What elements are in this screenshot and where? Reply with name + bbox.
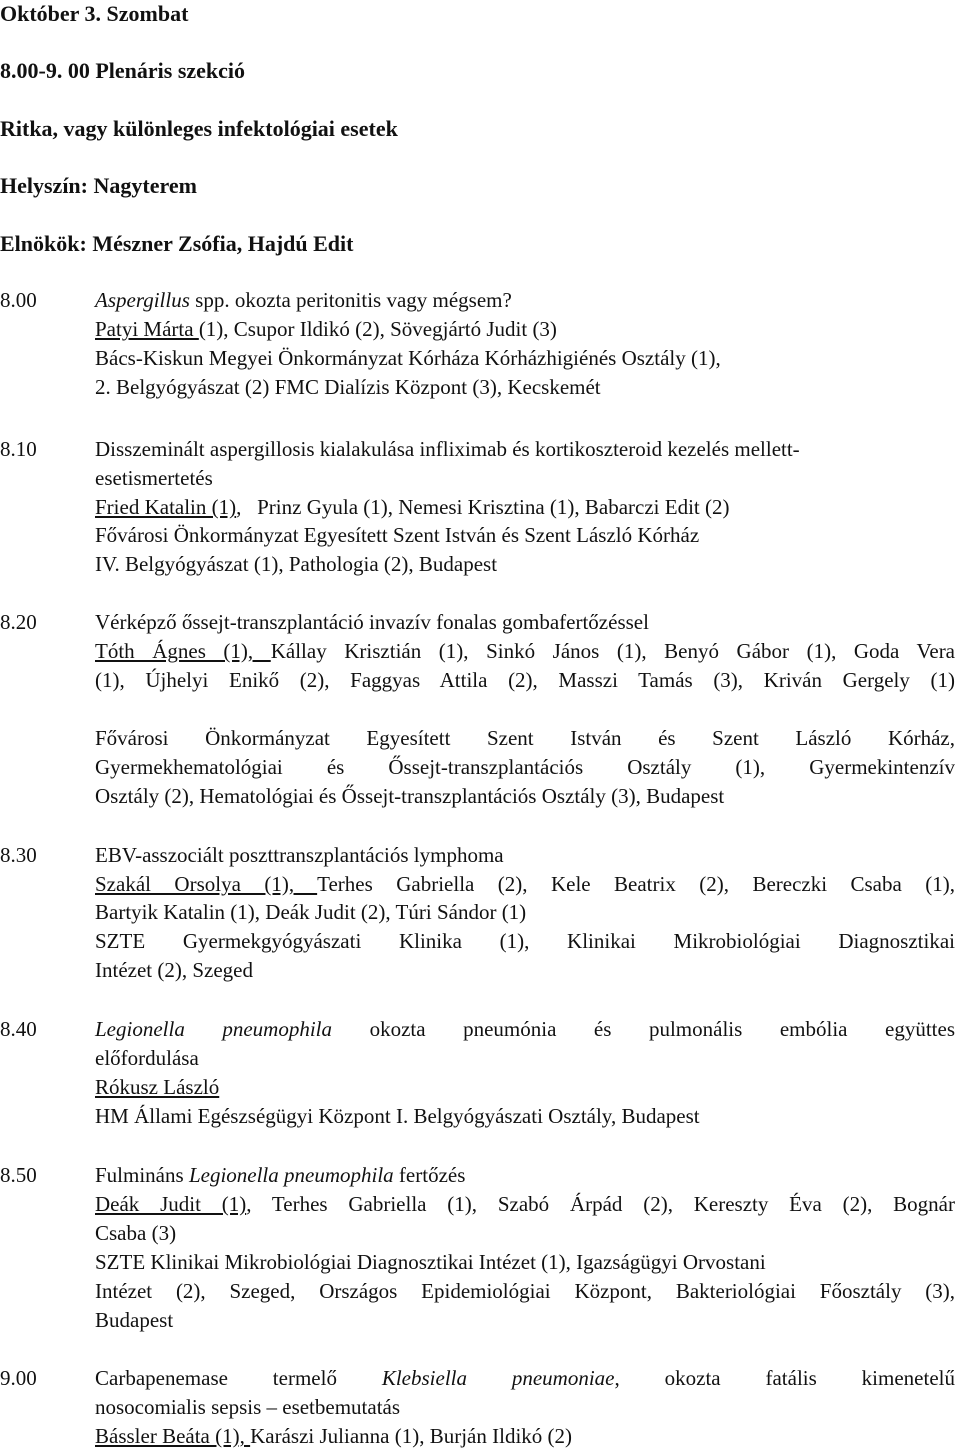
talk-authors: [95, 870, 955, 899]
talk-title: [95, 1161, 955, 1190]
presenter-name: Szakál Orsolya (1),: [95, 872, 318, 896]
presenter-name: Tóth Ágnes (1),: [95, 639, 271, 663]
title-italic: Klebsiella pneumoniae: [381, 1366, 615, 1390]
talk-title: [95, 1015, 955, 1044]
title-pre: Fulmináns: [95, 1163, 189, 1187]
talk-time: 8.30: [0, 843, 37, 867]
talk-affiliation: Budapest: [95, 1308, 174, 1332]
talk-affiliation: 2. Belgyógyászat (2) FMC Dialízis Központ (3), Kecskemét: [95, 375, 601, 399]
talk-authors: [95, 315, 955, 344]
title-rest: , okozta fatális kimenetelű: [614, 1366, 955, 1390]
talk-authors: [95, 637, 955, 666]
day-heading: Október 3. Szombat: [0, 1, 189, 26]
title-pre: Carbapenemase termelő: [95, 1366, 382, 1390]
talk-authors: (1), Újhelyi Enikő (2), Faggyas Attila (2), Masszi Tamás (3), Kriván Gergely (1): [95, 668, 955, 692]
talk-time: 8.20: [0, 610, 37, 634]
title-rest: okozta pneumónia és pulmonális embólia együttes: [332, 1017, 955, 1041]
talk-time: 8.00: [0, 288, 37, 312]
talk-authors: Bartyik Katalin (1), Deák Judit (2), Túri Sándor (1): [95, 900, 527, 924]
talk-title: [95, 286, 955, 315]
coauthors: , Terhes Gabriella (1), Szabó Árpád (2), Kereszty Éva (2), Bognár: [246, 1192, 955, 1216]
talk-title: [95, 1364, 955, 1393]
session-title: Ritka, vagy különleges infektológiai esetek: [0, 116, 398, 141]
talk-authors: Csaba (3): [95, 1221, 177, 1245]
talk-title: előfordulása: [95, 1046, 199, 1070]
talk-affiliation: SZTE Klinikai Mikrobiológiai Diagnosztikai Intézet (1), Igazságügyi Orvostani: [95, 1250, 766, 1274]
presenter-name: Patyi Márta: [95, 317, 199, 341]
coauthors: Terhes Gabriella (2), Kele Beatrix (2), Bereczki Csaba (1),: [317, 872, 955, 896]
coauthors: , Prinz Gyula (1), Nemesi Krisztina (1), Babarczi Edit (2): [236, 495, 730, 519]
talk-authors: [95, 1190, 955, 1219]
title-rest: spp. okozta peritonitis vagy mégsem?: [189, 288, 512, 312]
presenter-name: Fried Katalin (1): [95, 495, 237, 519]
coauthors: (1), Csupor Ildikó (2), Sövegjártó Judit (3): [198, 317, 557, 341]
coauthors: Kállay Krisztián (1), Sinkó János (1), Benyó Gábor (1), Goda Vera: [270, 639, 956, 663]
talk-affiliation: Osztály (2), Hematológiai és Őssejt-transzplantációs Osztály (3), Budapest: [95, 784, 725, 808]
talk-affiliation: IV. Belgyógyászat (1), Pathologia (2), Budapest: [95, 552, 498, 576]
talk-affiliation: Gyermekhematológiai és Őssejt-transzplantációs Osztály (1), Gyermekintenzív: [95, 755, 955, 779]
presenter-name: Deák Judit (1): [95, 1192, 247, 1216]
talk-affiliation: HM Állami Egészségügyi Központ I. Belgyógyászati Osztály, Budapest: [95, 1104, 700, 1128]
talk-affiliation: Intézet (2), Szeged, Országos Epidemiológiai Központ, Bakteriológiai Főosztály (3),: [95, 1279, 955, 1303]
session-chairs: Elnökök: Mészner Zsófia, Hajdú Edit: [0, 231, 354, 256]
talk-time: 9.00: [0, 1366, 37, 1390]
title-italic: Legionella pneumophila: [95, 1017, 333, 1041]
title-rest: fertőzés: [393, 1163, 466, 1187]
talk-affiliation: Fővárosi Önkormányzat Egyesített Szent István és Szent László Kórház: [95, 523, 700, 547]
talk-authors: [95, 493, 955, 522]
session-location: Helyszín: Nagyterem: [0, 173, 197, 198]
presenter-name: Rókusz László: [95, 1075, 220, 1099]
talk-time: 8.40: [0, 1017, 37, 1041]
title-italic: Aspergillus: [95, 288, 190, 312]
talk-authors: [95, 1073, 955, 1102]
talk-affiliation: Bács-Kiskun Megyei Önkormányzat Kórháza Kórházhigiénés Osztály (1),: [95, 346, 721, 370]
presenter-name: Bássler Beáta (1),: [95, 1424, 251, 1448]
talk-title: EBV-asszociált poszttranszplantációs lymphoma: [95, 843, 504, 867]
talk-affiliation: SZTE Gyermekgyógyászati Klinika (1), Klinikai Mikrobiológiai Diagnosztikai: [95, 929, 955, 953]
talk-title: Vérképző őssejt-transzplantáció invazív fonalas gombafertőzéssel: [95, 610, 649, 634]
talk-title: esetismertetés: [95, 466, 213, 490]
session-time: 8.00-9. 00 Plenáris szekció: [0, 58, 246, 83]
talk-title: Disszeminált aspergillosis kialakulása infliximab és kortikoszteroid kezelés mellett-: [95, 437, 800, 461]
talk-affiliation: Intézet (2), Szeged: [95, 958, 254, 982]
talk-affiliation: Fővárosi Önkormányzat Egyesített Szent István és Szent László Kórház,: [95, 726, 955, 750]
coauthors: Karászi Julianna (1), Burján Ildikó (2): [250, 1424, 573, 1448]
talk-authors: [95, 1422, 955, 1451]
talk-time: 8.10: [0, 437, 37, 461]
title-italic: Legionella pneumophila: [188, 1163, 394, 1187]
talk-title: nosocomialis sepsis – esetbemutatás: [95, 1395, 401, 1419]
talk-time: 8.50: [0, 1163, 37, 1187]
